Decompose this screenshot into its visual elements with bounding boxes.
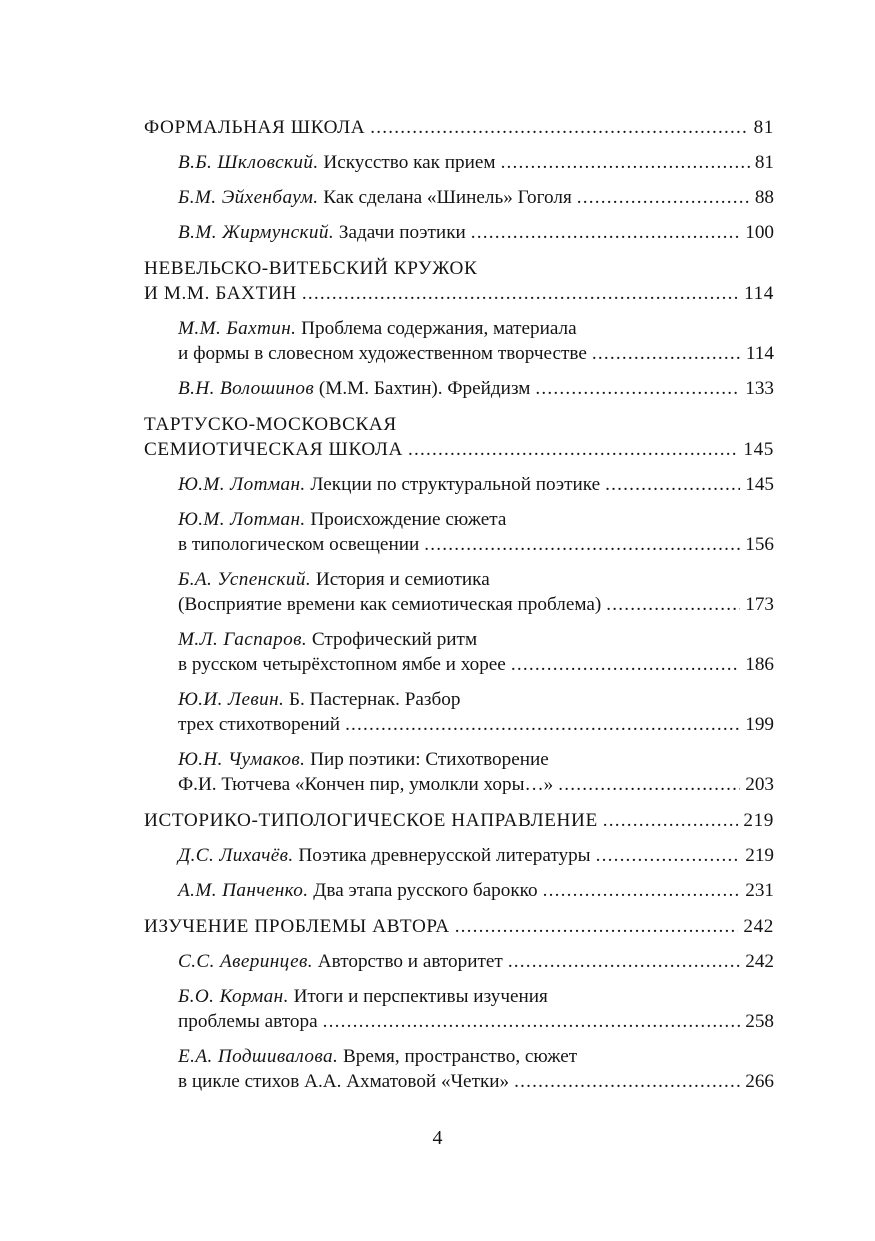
leader-dots: [603, 808, 739, 833]
toc-line: [178, 472, 774, 497]
toc-page-number: 258: [745, 1011, 774, 1032]
toc-section[interactable]: [144, 914, 774, 939]
toc-title: [178, 507, 506, 532]
toc-entry[interactable]: [178, 949, 774, 974]
toc-page-number: 145: [743, 439, 774, 460]
leader-dots: [345, 712, 740, 737]
toc-title: [178, 627, 477, 652]
toc-line: [178, 507, 774, 532]
toc-page-number: 156: [745, 534, 774, 555]
toc-title-text: Как сделана «Шинель» Гоголя: [323, 187, 572, 208]
toc-line: [178, 316, 774, 341]
toc-title-text: Два этапа русского барокко: [313, 880, 538, 901]
toc-author: М.М. Бахтин.: [178, 318, 297, 339]
toc-line: [178, 376, 774, 401]
toc-line: [178, 712, 774, 737]
toc-title: [178, 592, 601, 617]
toc-entry[interactable]: [178, 747, 774, 797]
toc-title-text: в типологическом освещении: [178, 534, 420, 555]
toc-entry[interactable]: [178, 843, 774, 868]
toc-entry[interactable]: [178, 316, 774, 366]
toc-page-number: 100: [745, 222, 774, 243]
toc-title-text: в русском четырёхстопном ямбе и хорее: [178, 654, 506, 675]
toc-entry[interactable]: [178, 687, 774, 737]
toc-author: В.Н. Волошинов: [178, 378, 315, 399]
toc-author: Д.С. Лихачёв.: [178, 845, 294, 866]
toc-entry[interactable]: [178, 472, 774, 497]
toc-title-text: Ф.И. Тютчева «Кончен пир, умолкли хоры…»: [178, 774, 554, 795]
toc-entry[interactable]: [178, 220, 774, 245]
toc-line: [178, 185, 774, 210]
toc-line: [178, 567, 774, 592]
toc-page-number: 199: [745, 714, 774, 735]
toc-line: [178, 532, 774, 557]
toc-entry[interactable]: [178, 507, 774, 557]
toc-page-number: 88: [754, 187, 774, 208]
toc-author: С.С. Аверинцев.: [178, 951, 313, 972]
leader-dots: [370, 115, 748, 140]
leader-dots: [424, 532, 740, 557]
toc-section[interactable]: [144, 256, 774, 306]
toc-title: [178, 567, 490, 592]
toc-page-number: 219: [743, 810, 774, 831]
leader-dots: [471, 220, 740, 245]
toc-title: [178, 687, 460, 712]
toc-author: А.М. Панченко.: [178, 880, 309, 901]
toc-line: [178, 1069, 774, 1094]
toc-line: [178, 341, 774, 366]
toc-title-text: История и семиотика: [315, 569, 490, 590]
leader-dots: [508, 949, 740, 974]
toc-title: [144, 115, 365, 140]
toc-author: В.М. Жирмунский.: [178, 222, 335, 243]
toc-page-number: 81: [754, 152, 774, 173]
toc-title-text: ИСТОРИКО-ТИПОЛОГИЧЕСКОЕ НАПРАВЛЕНИЕ: [144, 810, 598, 831]
toc-line: [178, 150, 774, 175]
toc-page-number: 81: [753, 117, 774, 138]
toc-line: [178, 772, 774, 797]
toc-title-text: Происхождение сюжета: [310, 509, 507, 530]
toc-title-text: ФОРМАЛЬНАЯ ШКОЛА: [144, 117, 366, 138]
toc-title: [178, 1009, 318, 1034]
toc-entry[interactable]: [178, 567, 774, 617]
toc-title-text: (М.М. Бахтин). Фрейдизм: [318, 378, 531, 399]
toc-author: Ю.М. Лотман.: [178, 509, 306, 530]
toc-title: [178, 949, 503, 974]
toc-title: [178, 747, 549, 772]
toc-title: [178, 376, 530, 401]
toc-title-text: Б. Пастернак. Разбор: [289, 689, 461, 710]
toc-section[interactable]: [144, 115, 774, 140]
leader-dots: [455, 914, 739, 939]
toc-title: [178, 341, 587, 366]
toc-title-text: (Восприятие времени как семиотическая проблема): [178, 594, 602, 615]
leader-dots: [592, 341, 741, 366]
toc-page-number: 203: [745, 774, 774, 795]
toc-line: [178, 949, 774, 974]
toc-title: [178, 472, 600, 497]
toc-author: Ю.Н. Чумаков.: [178, 749, 306, 770]
toc-title: [144, 412, 397, 437]
toc-title-text: и формы в словесном художественном творчестве: [178, 343, 587, 364]
toc-entry[interactable]: [178, 150, 774, 175]
toc-title-text: Лекции по структуральной поэтике: [310, 474, 601, 495]
toc-title: [178, 772, 553, 797]
leader-dots: [511, 652, 740, 677]
leader-dots: [408, 437, 738, 462]
toc-page-number: 231: [745, 880, 774, 901]
toc-line: [178, 843, 774, 868]
toc-title: [144, 256, 477, 281]
toc-line: [144, 256, 774, 281]
toc-author: Б.О. Корман.: [178, 986, 289, 1007]
toc-entry[interactable]: [178, 185, 774, 210]
toc-page-number: 114: [745, 343, 774, 364]
toc-page-number: 173: [745, 594, 774, 615]
toc-page-number: 114: [744, 283, 774, 304]
toc-title: [178, 984, 548, 1009]
toc-title-text: НЕВЕЛЬСКО-ВИТЕБСКИЙ КРУЖОК: [144, 258, 478, 279]
toc-title-text: Искусство как прием: [323, 152, 496, 173]
toc-line: [178, 220, 774, 245]
toc-title-text: Строфический ритм: [311, 629, 478, 650]
leader-dots: [302, 281, 739, 306]
leader-dots: [323, 1009, 741, 1034]
toc-author: Б.А. Успенский.: [178, 569, 312, 590]
toc-entry[interactable]: [178, 1044, 774, 1094]
toc-author: Ю.М. Лотман.: [178, 474, 306, 495]
toc-title: [144, 281, 297, 306]
toc-author: М.Л. Гаспаров.: [178, 629, 308, 650]
toc-title: [178, 843, 591, 868]
toc-line: [178, 878, 774, 903]
toc-line: [178, 984, 774, 1009]
toc-line: [178, 592, 774, 617]
toc-line: [144, 437, 774, 462]
toc-title: [178, 1069, 509, 1094]
toc-title: [144, 437, 403, 462]
toc-line: [178, 747, 774, 772]
toc-line: [144, 808, 774, 833]
toc-title: [178, 1044, 577, 1069]
toc-title-text: Время, пространство, сюжет: [342, 1046, 578, 1067]
toc-title: [144, 808, 598, 833]
toc-title-text: ТАРТУСКО-МОСКОВСКАЯ: [144, 414, 397, 435]
toc-title-text: Поэтика древнерусской литературы: [298, 845, 591, 866]
toc-title: [178, 652, 506, 677]
toc-entry[interactable]: [178, 627, 774, 677]
page-number: 4: [432, 1127, 443, 1149]
toc-section[interactable]: [144, 808, 774, 833]
toc-entry[interactable]: [178, 984, 774, 1034]
toc-author: Е.А. Подшивалова.: [178, 1046, 339, 1067]
toc-title: [178, 532, 419, 557]
toc-page-number: 219: [745, 845, 774, 866]
toc-title: [178, 220, 466, 245]
toc-line: [178, 627, 774, 652]
toc-title-text: проблемы автора: [178, 1011, 318, 1032]
leader-dots: [535, 376, 740, 401]
toc-line: [178, 652, 774, 677]
leader-dots: [501, 150, 750, 175]
toc-title-text: Пир поэтики: Стихотворение: [310, 749, 549, 770]
toc-title-text: в цикле стихов А.А. Ахматовой «Четки»: [178, 1071, 510, 1092]
toc-title-text: Задачи поэтики: [338, 222, 466, 243]
toc-line: [144, 281, 774, 306]
leader-dots: [577, 185, 750, 210]
toc-page-number: 133: [745, 378, 774, 399]
toc-page-number: 266: [745, 1071, 774, 1092]
toc-page-number: 145: [745, 474, 774, 495]
toc-title-text: Авторство и авторитет: [317, 951, 503, 972]
leader-dots: [605, 472, 740, 497]
toc-author: Ю.И. Левин.: [178, 689, 285, 710]
toc-author: Б.М. Эйхенбаум.: [178, 187, 319, 208]
toc-title-text: И М.М. БАХТИН: [144, 283, 297, 304]
toc-title-text: ИЗУЧЕНИЕ ПРОБЛЕМЫ АВТОРА: [144, 916, 450, 937]
toc-title: [144, 914, 450, 939]
toc-line: [144, 914, 774, 939]
toc-line: [144, 115, 774, 140]
leader-dots: [543, 878, 741, 903]
toc-page-number: 186: [745, 654, 774, 675]
leader-dots: [596, 843, 741, 868]
toc-title: [178, 316, 577, 341]
toc-entry[interactable]: [178, 878, 774, 903]
toc-title-text: Проблема содержания, материала: [301, 318, 577, 339]
toc-line: [178, 687, 774, 712]
leader-dots: [514, 1069, 740, 1094]
toc-line: [144, 412, 774, 437]
toc-title: [178, 185, 572, 210]
toc-title: [178, 150, 496, 175]
table-of-contents: [144, 112, 774, 1094]
toc-page-number: 242: [743, 916, 774, 937]
toc-page-number: 242: [745, 951, 774, 972]
toc-entry[interactable]: [178, 376, 774, 401]
toc-title-text: СЕМИОТИЧЕСКАЯ ШКОЛА: [144, 439, 403, 460]
leader-dots: [606, 592, 740, 617]
toc-line: [178, 1044, 774, 1069]
leader-dots: [558, 772, 740, 797]
toc-title-text: трех стихотворений: [178, 714, 341, 735]
toc-title-text: Итоги и перспективы изучения: [293, 986, 548, 1007]
toc-line: [178, 1009, 774, 1034]
toc-title: [178, 878, 538, 903]
toc-author: В.Б. Шкловский.: [178, 152, 319, 173]
toc-title: [178, 712, 340, 737]
toc-section[interactable]: [144, 412, 774, 462]
